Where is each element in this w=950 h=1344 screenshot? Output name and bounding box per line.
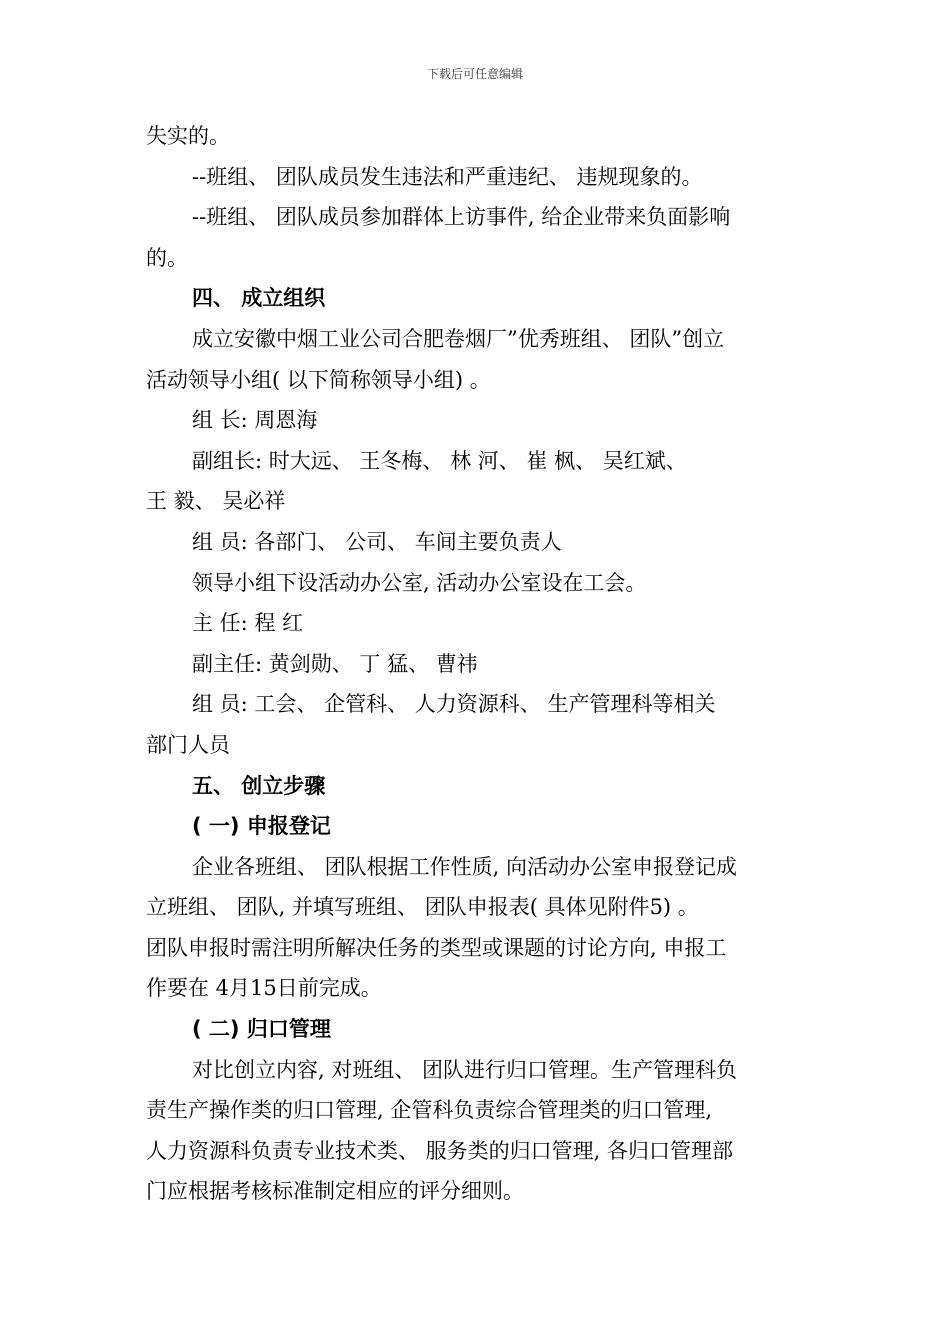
page-header-note: 下载后可任意编辑 bbox=[426, 67, 523, 81]
text-line: 副主任: 黄剑勋、 丁 猛、 曹祎 bbox=[192, 651, 478, 676]
text-line: --班组、 团队成员参加群体上访事件, 给企业带来负面影响 bbox=[192, 205, 731, 230]
text-line: 副组长: 时大远、 王冬梅、 林 河、 崔 枫、 吴红斌、 bbox=[192, 448, 687, 473]
text-line: 主 任: 程 红 bbox=[192, 611, 304, 636]
text-line: 活动领导小组( 以下简称领导小组) 。 bbox=[146, 367, 491, 392]
text-line: 领导小组下设活动办公室, 活动办公室设在工会。 bbox=[192, 570, 647, 595]
text-line: 组 员: 各部门、 公司、 车间主要负责人 bbox=[192, 529, 562, 554]
text-line: 人力资源科负责专业技术类、 服务类的归口管理, 各归口管理部 bbox=[146, 1138, 734, 1163]
text-line: 立班组、 团队, 并填写班组、 团队申报表( 具体见附件5) 。 bbox=[146, 895, 699, 920]
text-line: 成立安徽中烟工业公司合肥卷烟厂”优秀班组、 团队”创立 bbox=[192, 326, 725, 351]
text-line: 部门人员 bbox=[146, 732, 230, 757]
text-line: 的。 bbox=[146, 245, 188, 270]
section-heading: 五、 创立步骤 bbox=[192, 773, 326, 798]
text-line: 作要在 4月15日前完成。 bbox=[146, 976, 382, 1001]
document-body bbox=[146, 116, 810, 1212]
text-line: 门应根据考核标准制定相应的评分细则。 bbox=[146, 1179, 524, 1204]
subsection-heading: ( 二) 归口管理 bbox=[192, 1017, 331, 1042]
text-line: --班组、 团队成员发生违法和严重违纪、 违规现象的。 bbox=[192, 164, 703, 189]
text-line: 对比创立内容, 对班组、 团队进行归口管理。生产管理科负 bbox=[192, 1057, 738, 1082]
section-heading: 四、 成立组织 bbox=[192, 286, 326, 311]
text-line: 企业各班组、 团队根据工作性质, 向活动办公室申报登记成 bbox=[192, 854, 738, 879]
text-line: 王 毅、 吴必祥 bbox=[146, 489, 286, 514]
text-line: 团队申报时需注明所解决任务的类型或课题的讨论方向, 申报工 bbox=[146, 935, 727, 960]
text-line: 责生产操作类的归口管理, 企管科负责综合管理类的归口管理, bbox=[146, 1098, 713, 1123]
text-line: 组 员: 工会、 企管科、 人力资源科、 生产管理科等相关 bbox=[192, 692, 716, 717]
subsection-heading: ( 一) 申报登记 bbox=[192, 814, 331, 839]
text-line: 组 长: 周恩海 bbox=[192, 408, 318, 433]
text-line: 失实的。 bbox=[146, 124, 230, 148]
